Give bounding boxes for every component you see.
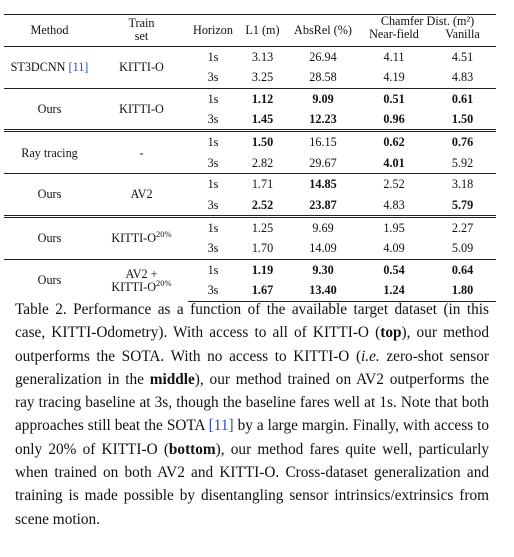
caption-paragraph: [15, 298, 489, 531]
horizon-cell: 1s: [188, 88, 238, 109]
vanilla-cell: 5.09: [451, 241, 474, 256]
l1-cell: 1.45: [251, 112, 274, 127]
near-field-cell: 0.62: [359, 131, 429, 153]
header-train-line1: Train: [128, 16, 155, 30]
vanilla-cell: 0.61: [429, 88, 496, 109]
near-field-cell: 4.09: [383, 241, 405, 256]
caption-text: ), our method outperforms the SOTA. With no access to KITTI-O (: [15, 324, 489, 365]
header-l1: L1 (m): [245, 22, 280, 37]
caption-emph-top: top: [380, 324, 402, 342]
horizon-cell: 1s: [188, 46, 238, 67]
vanilla-cell: 1.80: [429, 280, 496, 301]
absrel-cell: 9.69: [287, 217, 359, 239]
caption-emph-bottom: bottom: [168, 440, 216, 458]
train-cell: [95, 259, 188, 301]
near-field-cell: 4.01: [383, 155, 405, 170]
l1-cell: 3.13: [238, 46, 287, 67]
train-cell: KITTI-O: [95, 46, 188, 88]
absrel-cell: 26.94: [287, 46, 359, 67]
citation-link[interactable]: [11]: [208, 417, 234, 435]
train-set-name: KITTI-O: [111, 280, 157, 295]
horizon-cell: 1s: [188, 174, 238, 195]
row-group-ours-av2: [4, 174, 496, 217]
l1-cell: 1.12: [238, 88, 287, 109]
header-train-set: [95, 15, 188, 47]
results-table: [4, 14, 496, 302]
horizon-cell: 3s: [207, 70, 219, 85]
header-absrel: AbsRel (%): [294, 22, 352, 37]
header-chamfer: [359, 15, 496, 29]
l1-cell: 3.25: [251, 70, 274, 85]
horizon-cell: 1s: [188, 131, 238, 153]
method-cell: Ours: [4, 88, 95, 131]
l1-cell: 2.82: [251, 155, 274, 170]
near-field-cell: 4.19: [383, 70, 405, 85]
near-field-cell: 1.24: [359, 280, 429, 301]
horizon-cell: 3s: [207, 197, 219, 212]
caption-text: by a large margin. Finally, with access to only 20% of KITTI-O (: [15, 417, 489, 458]
vanilla-cell: 3.18: [429, 174, 496, 195]
horizon-cell: 1s: [188, 259, 238, 280]
method-cell: Ours: [4, 259, 95, 301]
near-field-cell: 2.52: [359, 174, 429, 195]
caption-text: ), our method fares quite well, particularly when trained on both AV2 and KITTI-O. Cross-dataset generalization and training is made possible by disentangling sensor intrinsics/extrinsics from scene motion.: [15, 440, 489, 528]
l1-cell: 2.52: [251, 197, 274, 212]
train-set-fraction: 20%: [156, 229, 172, 240]
near-field-cell: 0.54: [359, 259, 429, 280]
train-set-line2: [95, 278, 188, 295]
near-field-cell: 0.96: [383, 112, 405, 127]
header-horizon: Horizon: [193, 22, 233, 37]
caption-label: Table 2.: [15, 301, 67, 318]
row-group-ray-tracing: [4, 131, 496, 174]
header-chamfer-label: Chamfer Dist. (m²): [380, 14, 475, 28]
method-cell: Ours: [4, 174, 95, 217]
vanilla-cell: 0.76: [429, 131, 496, 153]
caption-emph-middle: middle: [149, 370, 195, 388]
row-group-ours-kitti: [4, 88, 496, 131]
absrel-cell: 16.15: [287, 131, 359, 153]
absrel-cell: 12.23: [309, 112, 337, 127]
method-name: ST3DCNN: [10, 60, 66, 75]
vanilla-cell: 1.50: [451, 112, 474, 127]
train-set-fraction: 20%: [156, 278, 172, 289]
row-group-ours-av2-kitti20: [4, 259, 496, 301]
horizon-cell: 3s: [188, 280, 238, 301]
train-set-line1: AV2 +: [125, 266, 158, 281]
horizon-cell: 3s: [207, 155, 219, 170]
horizon-cell: 1s: [188, 217, 238, 239]
table-caption: [15, 298, 489, 531]
near-field-cell: 0.51: [359, 88, 429, 109]
horizon-cell: 3s: [207, 241, 219, 256]
vanilla-cell: 5.92: [451, 155, 474, 170]
vanilla-cell: 5.79: [451, 197, 474, 212]
header-vanilla: Vanilla: [429, 28, 496, 46]
near-field-cell: 1.95: [359, 217, 429, 239]
citation-link[interactable]: [11]: [68, 60, 89, 75]
method-cell: [4, 46, 95, 88]
l1-cell: 1.19: [238, 259, 287, 280]
l1-cell: 1.71: [238, 174, 287, 195]
absrel-cell: 29.67: [309, 155, 337, 170]
absrel-cell: 23.87: [309, 197, 337, 212]
absrel-cell: 14.09: [309, 241, 337, 256]
absrel-cell: 13.40: [287, 280, 359, 301]
vanilla-cell: 2.27: [429, 217, 496, 239]
absrel-cell: 28.58: [309, 70, 337, 85]
near-field-cell: 4.83: [383, 197, 405, 212]
absrel-cell: 9.09: [287, 88, 359, 109]
row-group-st3dcnn: [4, 46, 496, 88]
caption-text: Performance as a function of the available target dataset (in this case, KITTI-Odometry). With access to all of KITTI-O (: [15, 301, 489, 342]
absrel-cell: 9.30: [287, 259, 359, 280]
l1-cell: 1.70: [251, 241, 274, 256]
train-cell: AV2: [95, 174, 188, 217]
absrel-cell: 14.85: [287, 174, 359, 195]
train-cell: [95, 217, 188, 260]
header-method: Method: [30, 22, 69, 37]
l1-cell: 1.25: [238, 217, 287, 239]
l1-cell: 1.50: [238, 131, 287, 153]
train-cell: -: [95, 131, 188, 174]
vanilla-cell: 4.83: [451, 70, 474, 85]
vanilla-cell: 4.51: [429, 46, 496, 67]
method-cell: Ours: [4, 217, 95, 260]
near-field-cell: 4.11: [359, 46, 429, 67]
results-table-container: [4, 14, 496, 302]
header-train-line2: set: [134, 29, 149, 44]
vanilla-cell: 0.64: [429, 259, 496, 280]
caption-text: zero-shot sensor generalization in the: [15, 347, 489, 388]
header-near-field: Near-field: [359, 28, 429, 46]
train-set-name: KITTI-O: [111, 231, 157, 246]
l1-cell: 1.67: [238, 280, 287, 301]
row-group-ours-kitti20: [4, 217, 496, 260]
horizon-cell: 3s: [207, 112, 219, 127]
method-cell: Ray tracing: [4, 131, 95, 174]
train-cell: KITTI-O: [95, 88, 188, 131]
caption-emph-ie: i.e.: [361, 347, 380, 365]
caption-text: ), our method trained on AV2 outperforms the ray tracing baseline at 3s, though the baseline fares well at 1s. Note that both approaches still beat the SOTA: [15, 370, 490, 435]
